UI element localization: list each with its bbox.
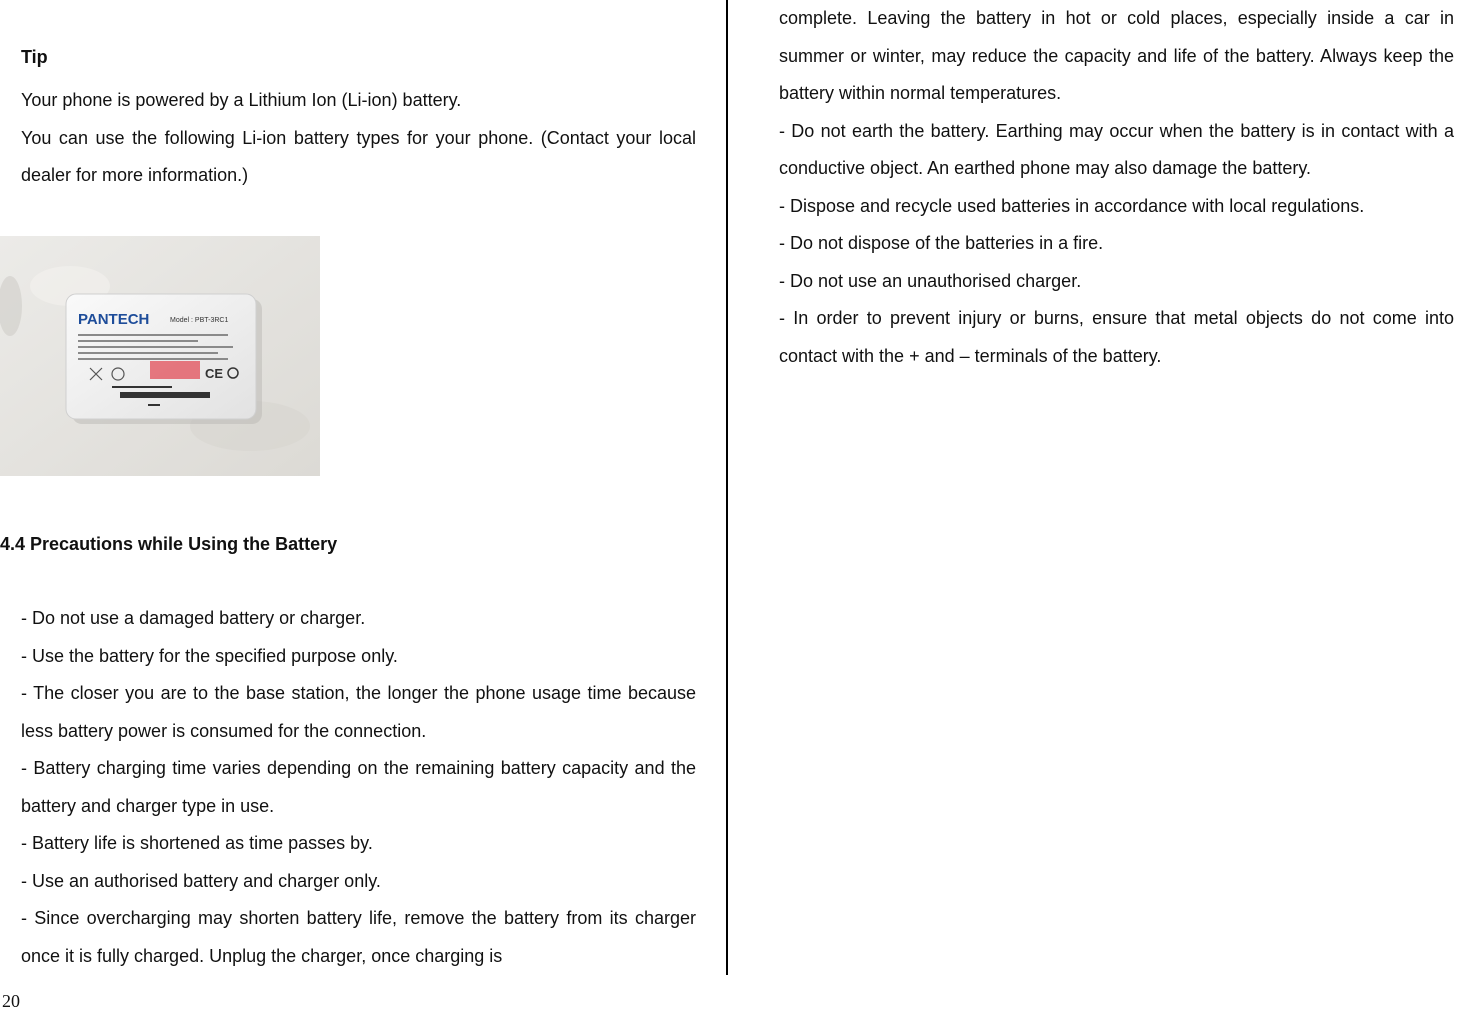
list-item: - Battery charging time varies depending on the remaining battery capacity and the battery and charger type in use.: [21, 758, 696, 816]
list-item: - Since overcharging may shorten battery life, remove the battery from its charger once it is fully charged. Unplug the charger, once charging is: [21, 908, 696, 966]
list-item: - Use an authorised battery and charger only.: [21, 870, 381, 891]
list-item: complete. Leaving the battery in hot or cold places, especially inside a car in summer or winter, may reduce the capacity and life of the battery. Always keep the battery within normal temperatures.: [779, 8, 1454, 103]
list-item: - Battery life is shortened as time passes by.: [21, 833, 373, 853]
list-item: - The closer you are to the base station, the longer the phone usage time because less battery power is consumed for the connection.: [21, 683, 696, 741]
precautions-list-left: [21, 600, 696, 975]
ce-mark: CE: [205, 366, 224, 381]
brand-logo: PANTECH: [78, 311, 150, 328]
left-column: [0, 0, 720, 1012]
list-item: - Do not dispose of the batteries in a fire.: [779, 233, 1104, 253]
tip-title: Tip: [21, 47, 48, 67]
list-item: - Do not earth the battery. Earthing may occur when the battery is in contact with a conductive object. An earthed phone may also damage the battery.: [779, 120, 1454, 178]
battery-photo: [0, 236, 320, 476]
battery-model-label: Model : PBT-3RC1: [170, 317, 229, 324]
tip-line-2: You can use the following Li-ion battery types for your phone. (Contact your local dealer for more information.): [21, 127, 696, 185]
list-item: - Do not use a damaged battery or charger.: [21, 608, 366, 628]
tip-line-1: Your phone is powered by a Lithium Ion (Li-ion) battery.: [21, 90, 462, 110]
page-number: 20: [2, 991, 20, 1011]
section-heading: 4.4 Precautions while Using the Battery: [0, 534, 338, 554]
list-item: - Dispose and recycle used batteries in accordance with local regulations.: [779, 195, 1365, 216]
list-item: - In order to prevent injury or burns, ensure that metal objects do not come into contact with the + and – terminals of the battery.: [779, 308, 1454, 366]
column-divider: [726, 0, 728, 975]
list-item: - Use the battery for the specified purpose only.: [21, 645, 398, 666]
tip-body: [21, 82, 696, 195]
right-column: [779, 0, 1454, 375]
list-item: - Do not use an unauthorised charger.: [779, 270, 1082, 291]
